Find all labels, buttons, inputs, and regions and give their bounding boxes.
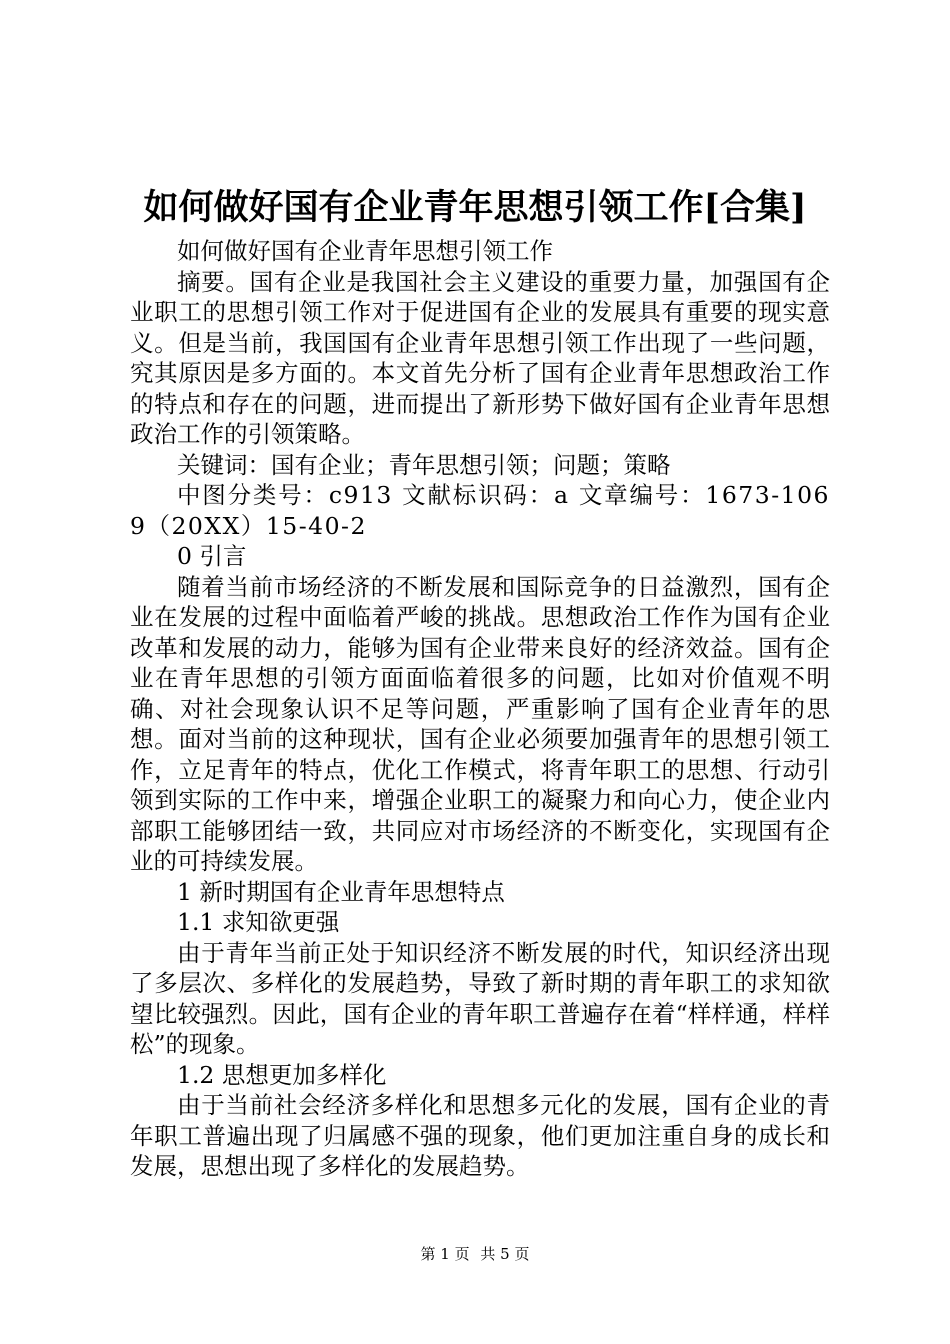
document-title: 如何做好国有企业青年思想引领工作[合集] [143,187,807,228]
abstract-paragraph: 摘要。国有企业是我国社会主义建设的重要力量，加强国有企业职工的思想引领工作对于促进国有企业的发展具有重要的现实意义。但是当前，我国国有企业青年思想引领工作出现了一些问题，究其原因是多方面的。本文首先分析了国有企业青年思想政治工作的特点和存在的问题，进而提出了新形势下做好国有企业青年思想政治工作的引领策略。 [130,267,830,448]
section-heading-1: 1 新时期国有企业青年思想特点 [177,877,505,906]
page-total: 共 5 页 [480,1245,530,1263]
document-body [130,236,830,1182]
classification-paragraph: 中图分类号：c913 文献标识码：a 文章编号：1673-1069（20XX）15-40-2 [130,481,830,540]
subsection-heading-1-2: 1.2 思想更加多样化 [177,1060,387,1089]
section-heading-intro: 0 引言 [177,542,247,570]
intro-paragraph: 随着当前市场经济的不断发展和国际竞争的日益激烈，国有企业在发展的过程中面临着严峻的挑战。思想政治工作作为国有企业改革和发展的动力，能够为国有企业带来良好的经济效益。国有企业在青年思想的引领方面面临着很多的问题，比如对价值观不明确、对社会现象认识不足等问题，严重影响了国有企业青年的思想。面对当前的这种现状，国有企业必须要加强青年的思想引领工作，立足青年的特点，优化工作模式，将青年职工的思想、行动引领到实际的工作中来，增强企业职工的凝聚力和向心力，使企业内部职工能够团结一致，共同应对市场经济的不断变化，实现国有企业的可持续发展。 [130,572,830,875]
page-footer [0,1244,950,1264]
keywords-paragraph: 关键词：国有企业；青年思想引领；问题；策略 [177,450,671,479]
subsection-heading-1-1: 1.1 求知欲更强 [177,908,340,936]
subsection-1-1-paragraph: 由于青年当前正处于知识经济不断发展的时代，知识经济出现了多层次、多样化的发展趋势，导致了新时期的青年职工的求知欲望比较强烈。因此，国有企业的青年职工普遍存在着“样样通，样样松”的现象。 [130,938,830,1058]
subtitle-paragraph: 如何做好国有企业青年思想引领工作 [177,237,553,265]
subsection-1-2-paragraph: 由于当前社会经济多样化和思想多元化的发展，国有企业的青年职工普遍出现了归属感不强的现象，他们更加注重自身的成长和发展，思想出现了多样化的发展趋势。 [130,1091,830,1180]
page-number: 第 1 页 [420,1245,470,1263]
